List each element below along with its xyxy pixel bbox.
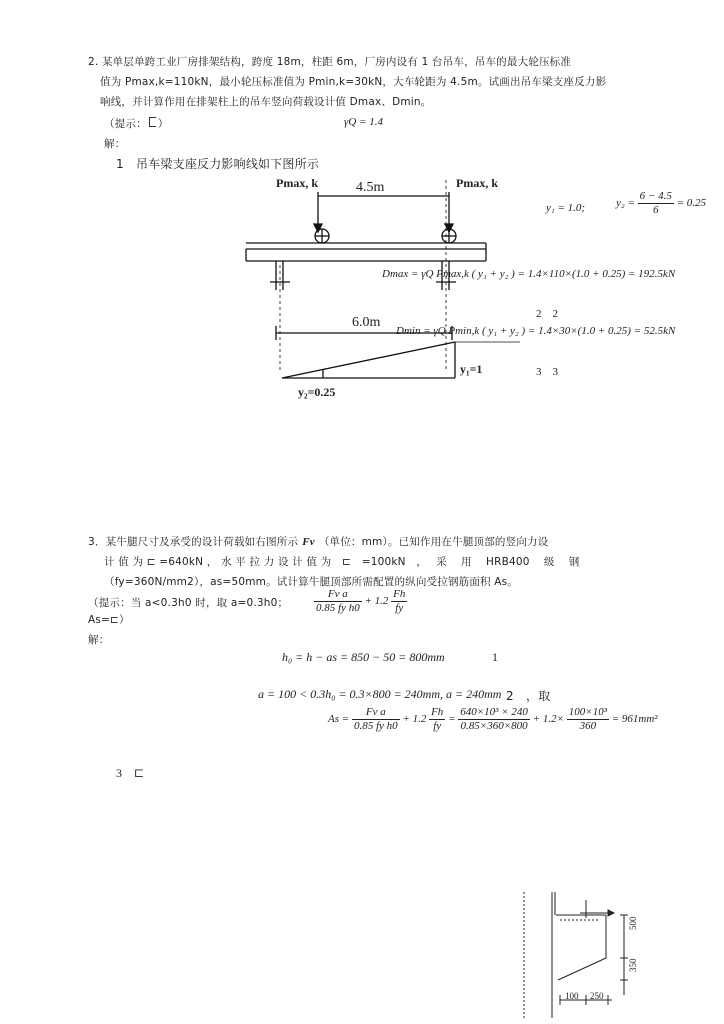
q2-hint: （提示： ） bbox=[104, 118, 169, 130]
q2-jie: 解： bbox=[104, 138, 126, 150]
q2-y2-eq: y₂ = $\frac{6 - 4.5}{6}$ = 0.25 bbox=[616, 190, 707, 216]
q2-line2: 值为 Pmax,k=110kN，最小轮压标准值为 Pmin,k=30kN，大车轮距为 4.5m。试画出吊车梁支座反力影 bbox=[100, 76, 607, 88]
fig-y1: y₁=1 bbox=[460, 362, 483, 376]
q3-as-label: As=⊏） bbox=[88, 614, 130, 626]
q3-mark1: 1 bbox=[492, 650, 498, 664]
corbel-dim-350: 350 bbox=[628, 958, 638, 972]
q3-mark2: 2 ，取 bbox=[506, 689, 551, 703]
q2-dmax: Dmax = γQ Pmax,k ( y₁ + y₂ ) = 1.4×110×(1.0 + 0.25) = 192.5kN bbox=[382, 268, 676, 280]
q3-as-formula: As = $\frac{\text{Fv a}}{\text{0.85 fy h0}}$ + 1.2 $\frac{Fh}{fy}$ = $\frac{\text{640×10³ × 240}}{0.85\times 360\times 800}$ + 1.2× $\frac{\text{100×10³}}{360}$ = 961mm² bbox=[328, 706, 658, 732]
q2-gamma-q: γQ = 1.4 bbox=[344, 116, 383, 128]
q2-dmin: Dmin = γQ Pmin,k ( y₁ + y₂ ) = 1.4×30×(1.0 + 0.25) = 52.5kN bbox=[396, 325, 676, 337]
q3-line1: 3．某牛腿尺寸及承受的设计荷载如右图所示 Fv （单位：mm）。已知作用在牛腿顶部的竖向力设 bbox=[88, 536, 549, 548]
corbel-dim-250: 250 bbox=[590, 991, 604, 1001]
corbel-dim-500: 500 bbox=[628, 916, 638, 930]
fig-pmax-right: Pmax, k bbox=[456, 176, 498, 190]
q2-line3: 响线，并计算作用在排架柱上的吊车竖向荷载设计值 Dmax、Dmin。 bbox=[100, 96, 432, 108]
q3-hint-formula: $\frac{\text{Fv a}}{\text{0.85 fy h0}}$ + 1.2 $\frac{Fh}{fy}$ bbox=[316, 588, 406, 614]
q3-line2: 计 值 为 ⊏ =640kN ， 水 平 拉 力 设 计 值 为 ⊏ =100kN ， 采 用 HRB400 级 钢 bbox=[104, 556, 580, 568]
q3-line3: （fy=360N/mm2），as=50mm。试计算牛腿顶部所需配置的纵向受拉钢筋面积 As。 bbox=[104, 576, 519, 588]
q2-step1: 1 吊车梁支座反力影响线如下图所示 bbox=[116, 157, 320, 171]
q3-hint: （提示：当 a<0.3h0 时，取 a=0.3h0； bbox=[88, 597, 289, 609]
fig-span-60: 6.0m bbox=[352, 315, 381, 330]
q2-y1: y₁ = 1.0; bbox=[546, 202, 586, 214]
fig-span-45: 4.5m bbox=[356, 180, 385, 195]
fig-pmax-left: Pmax, k bbox=[276, 176, 318, 190]
q3-mark3: 3 ⊏ bbox=[116, 766, 145, 780]
q2-mark-33: 3 3 bbox=[536, 366, 558, 378]
fig-y2: y₂=0.25 bbox=[298, 385, 336, 399]
corbel-dim-100: 100 bbox=[565, 991, 579, 1001]
q3-a-line: a = 100 < 0.3h₀ = 0.3×800 = 240mm, a = 240mm bbox=[258, 687, 502, 701]
q3-h0: h₀ = h − as = 850 − 50 = 800mm bbox=[282, 650, 445, 664]
q3-jie: 解： bbox=[88, 634, 110, 646]
q2-line1: 2. 某单层单跨工业厂房排架结构，跨度 18m，柱距 6m，厂房内设有 1 台吊车，吊车的最大轮压标准 bbox=[88, 56, 572, 68]
q2-mark-22: 2 2 bbox=[536, 308, 558, 320]
